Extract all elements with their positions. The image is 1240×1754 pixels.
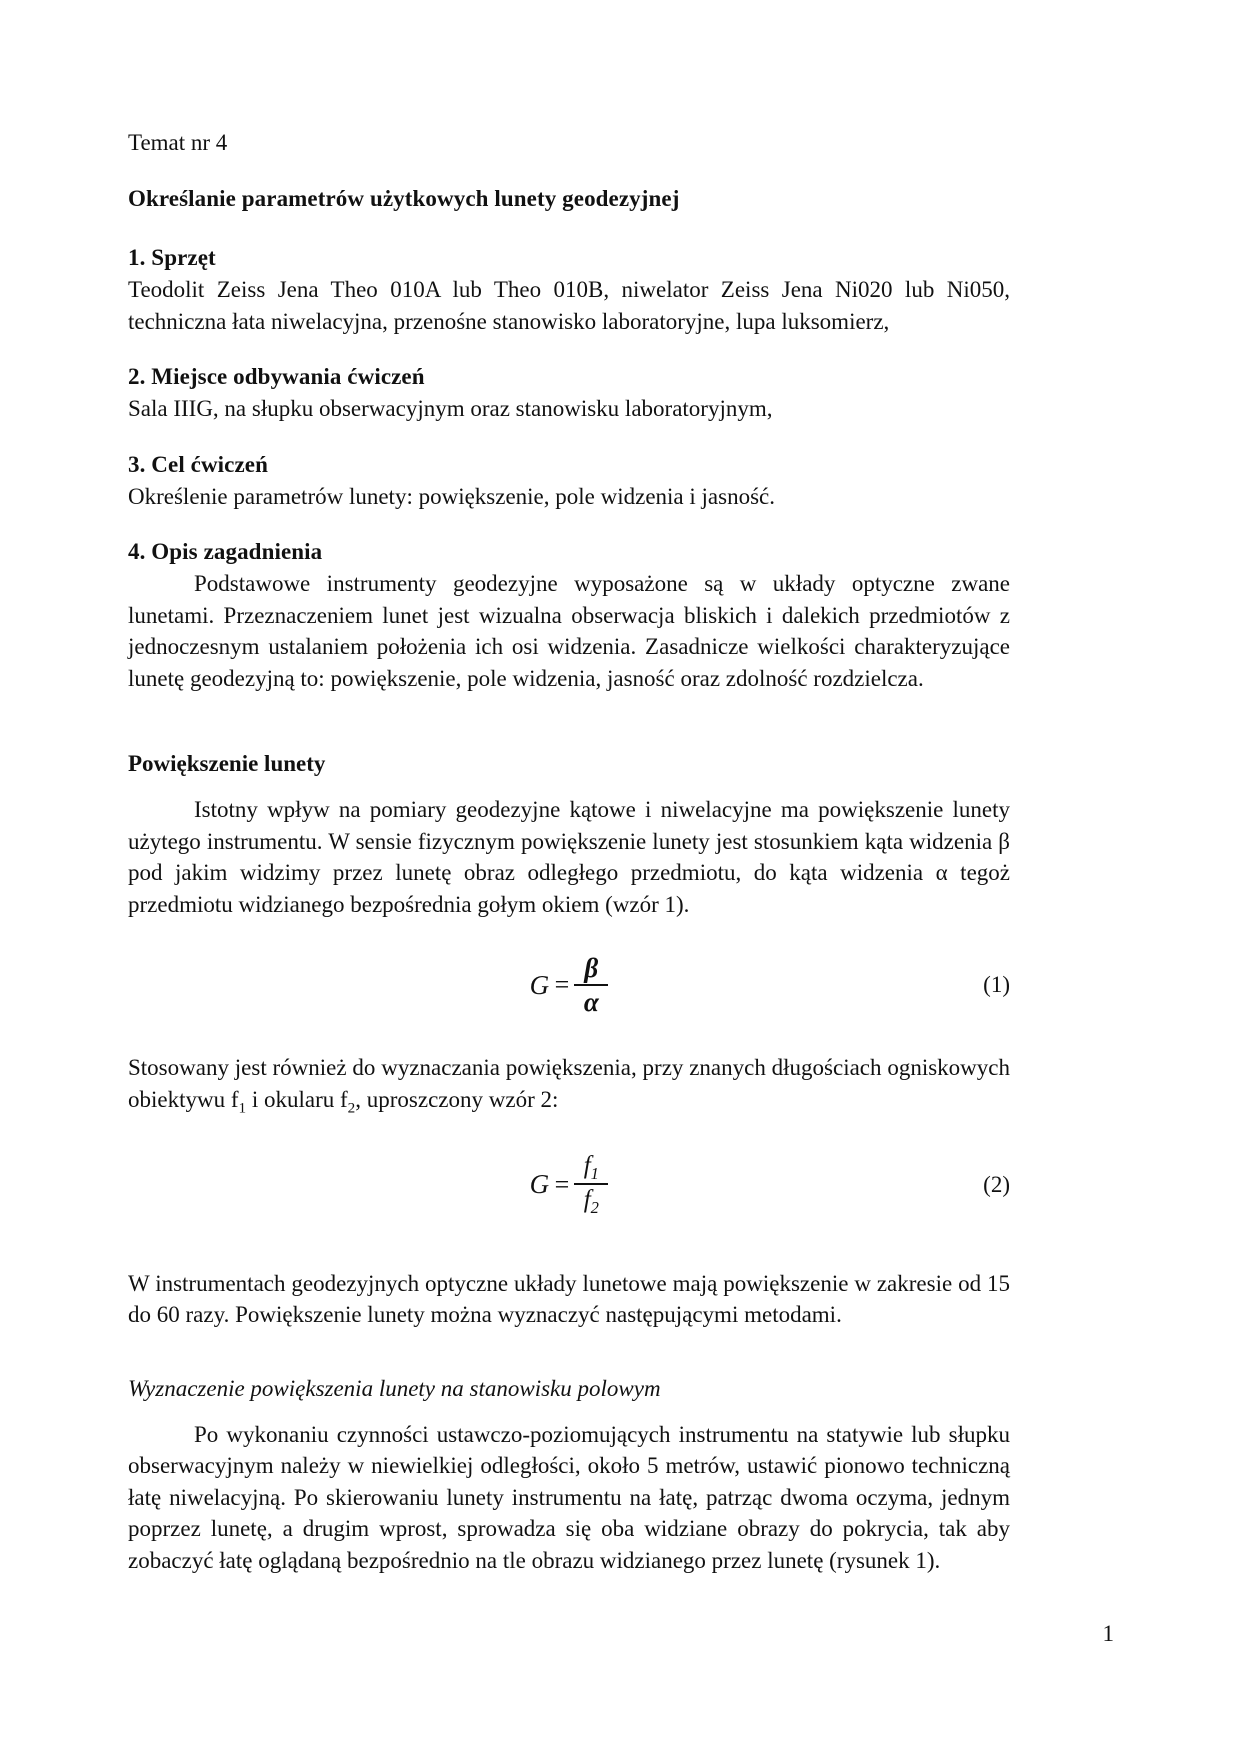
field-method-paragraph: Po wykonaniu czynności ustawczo-poziomujących instrumentu na statywie lub słupku obserwacyjnym należy w niewielkiej odległości, około 5 metrów, ustawić pionowo techniczną łatę niwelacyjną. Po skierowaniu lunety instrumentu na łatę, patrząc dwoma oczyma, jednym poprzez lunetę, a drugim wprost, sprowadza się oba widziane obrazy do pokrycia, tak aby zobaczyć łatę oglądaną bezpośrednio na tle obrazu widzianego przez lunetę (rysunek 1). — [128, 1421, 1010, 1573]
page-title: Określanie parametrów użytkowych lunety geodezyjnej — [128, 186, 680, 211]
section-paragraph-1: Teodolit Zeiss Jena Theo 010A lub Theo 010B, niwelator Zeiss Jena Ni020 lub Ni050, techniczna łata niwelacyjna, przenośne stanowisko laboratoryjne, lupa luksomierz, — [128, 277, 1010, 334]
equation-1-denominator: α — [583, 986, 599, 1017]
equation-2-body — [530, 1153, 609, 1217]
section-heading-1: 1. Sprzęt — [128, 245, 216, 270]
spacer — [128, 1238, 1010, 1268]
section-cel — [128, 451, 1010, 513]
equation-1-equals: = — [554, 970, 570, 999]
section-stanowisko-polowe — [128, 1375, 1010, 1577]
section-powiekszenie — [128, 750, 1010, 920]
section-heading-4: 4. Opis zagadnienia — [128, 539, 323, 564]
after-formula-1-paragraph — [128, 1052, 1010, 1124]
spacer — [128, 1331, 1010, 1375]
equation-2-numerator — [578, 1153, 605, 1183]
subheading-wyznaczenie-polowe: Wyznaczenie powiększenia lunety na stanowisku polowym — [128, 1375, 661, 1401]
equation-1-lhs: G — [529, 969, 550, 1000]
section-heading-2: 2. Miejsce odbywania ćwiczeń — [128, 364, 425, 389]
section-opis — [128, 538, 1010, 694]
equation-2-fraction — [574, 1153, 608, 1217]
after-formula-1-tail: , uproszczony wzór 2: — [355, 1086, 559, 1112]
equation-2-lhs: G — [529, 1169, 550, 1200]
spacer — [128, 780, 1010, 794]
equation-1-body — [530, 954, 609, 1016]
equation-2-denominator — [578, 1185, 605, 1216]
spacer — [128, 1038, 1010, 1052]
magnification-intro-paragraph: Istotny wpływ na pomiary geodezyjne kątowe i niwelacyjne ma powiększenie lunety użytego instrumentu. W sensie fizycznym powiększenie lunety jest stosunkiem kąta widzenia β pod jakim widzimy przez lunetę obraz odległego przedmiotu, do kąta widzenia α tegoż przedmiotu widzianego bezpośrednia gołym okiem (wzór 1). — [128, 797, 1010, 917]
section-paragraph-3: Określenie parametrów lunety: powiększenie, pole widzenia i jasność. — [128, 483, 775, 509]
equation-2-equals: = — [554, 1169, 570, 1199]
spacer — [128, 1405, 1010, 1419]
equation-1 — [128, 946, 1010, 1024]
equation-1-numerator: β — [584, 953, 599, 984]
topic-label: Temat nr 4 — [128, 130, 228, 155]
after-formula-1-sub1: 1 — [238, 1099, 247, 1117]
section-sprzet — [128, 244, 1010, 337]
section-paragraph-4: Podstawowe instrumenty geodezyjne wyposażone są w układy optyczne zwane lunetami. Przeznaczeniem lunet jest wizualna obserwacja bliskich i dalekich przedmiotów z jednoczesnym ustalaniem położenia ich osi widzenia. Zasadnicze wielkości charakteryzujące lunetę geodezyjną to: powiększenie, pole widzenia, jasność oraz zdolność rozdzielcza. — [128, 571, 1010, 691]
after-formula-2-paragraph: W instrumentach geodezyjnych optyczne układy lunetowe mają powiększenie w zakresie od 15 do 60 razy. Powiększenie lunety można wyznaczyć następującymi metodami. — [128, 1270, 1010, 1328]
document-body — [128, 128, 1010, 1576]
section-heading-3: 3. Cel ćwiczeń — [128, 451, 268, 477]
subheading-powiekszenie-lunety: Powiększenie lunety — [128, 751, 326, 776]
section-miejsce — [128, 363, 1010, 425]
equation-2-number: (2) — [983, 1171, 1010, 1197]
equation-2 — [128, 1146, 1010, 1224]
page-number: 1 — [1102, 1621, 1114, 1646]
equation-2-denominator-symbol: f — [583, 1186, 591, 1214]
after-formula-1-sub2: 2 — [347, 1099, 356, 1117]
spacer — [128, 720, 1010, 750]
section-paragraph-2: Sala IIIG, na słupku obserwacyjnym oraz stanowisku laboratoryjnym, — [128, 396, 773, 421]
equation-2-numerator-symbol: f — [583, 1151, 591, 1179]
equation-1-fraction — [574, 954, 608, 1016]
equation-1-number: (1) — [983, 972, 1010, 997]
after-formula-1-lead: Stosowany jest również do wyznaczania powiększenia, przy znanych długościach ogniskowych obiektywu f — [128, 1055, 1010, 1112]
equation-2-numerator-subscript: 1 — [590, 1163, 599, 1183]
after-formula-1-mid: i okularu f — [246, 1086, 348, 1112]
equation-2-denominator-subscript: 2 — [590, 1198, 599, 1218]
